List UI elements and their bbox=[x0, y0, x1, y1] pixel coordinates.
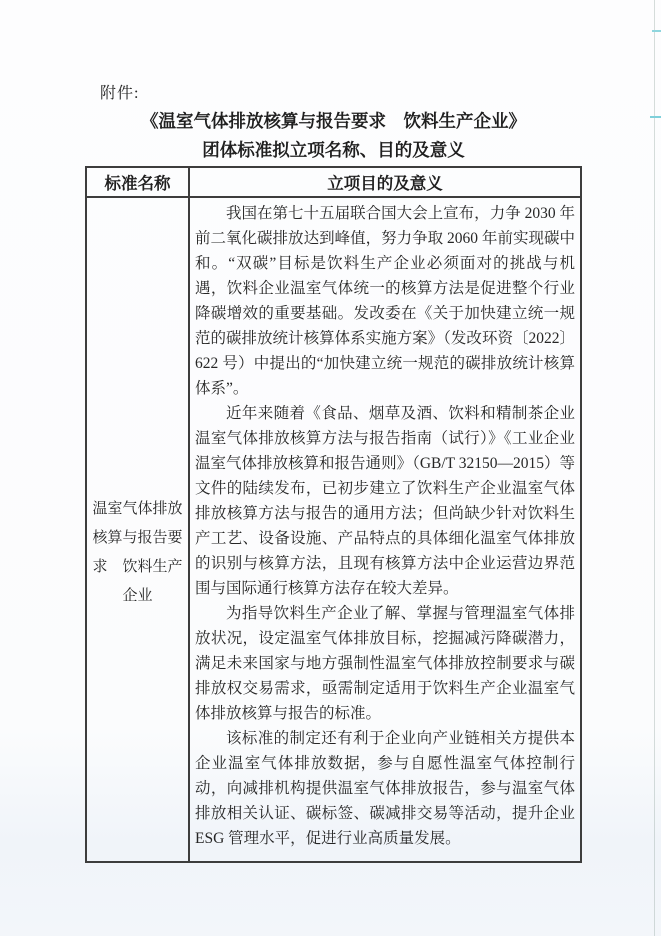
purpose-paragraph-4: 该标准的制定还有利于企业向产业链相关方提供本企业温室气体排放数据，参与自愿性温室气体控制行动，向减排机构提供温室气体排放报告，参与温室气体排放相关认证、碳标签、碳减排交易等活动，提升企业 ESG 管理水平，促进行业高质量发展。 bbox=[195, 730, 575, 847]
purpose-paragraph-1: 我国在第七十五届联合国大会上宣布，力争 2030 年前二氧化碳排放达到峰值，努力争取 2060 年前实现碳中和。“双碳”目标是饮料生产企业必须面对的挑战与机遇，饮料企业温室气体统一的核算方法是促进整个行业降碳增效的重要基础。发改委在《关于加快建立统一规范的碳排放统计核算体系实施方案》（发改环资〔2022〕622 号）中提出的“加快建立统一规范的碳排放统计核算体系”。 bbox=[195, 205, 575, 397]
scan-edge-line bbox=[654, 0, 655, 936]
col-header-standard-name: 标准名称 bbox=[86, 167, 189, 197]
scan-tick-mid bbox=[650, 116, 661, 118]
purpose-paragraph-2: 近年来随着《食品、烟草及酒、饮料和精制茶企业温室气体排放核算方法与报告指南（试行）》《工业企业温室气体排放核算和报告通则》（GB/T 32150—2015）等文件的陆续发布，已初步建立了饮料生产企业温室气体排放核算方法与报告的通用方法；但尚缺少针对饮料生产工艺、设备设施、产品特点的具体细化温室气体排放的识别与核算方法，且现有核算方法中企业运营边界范围与国际通行核算方法存在较大差异。 bbox=[195, 405, 575, 597]
col-header-purpose: 立项目的及意义 bbox=[189, 167, 581, 197]
purpose-cell bbox=[189, 197, 581, 862]
table-header-row bbox=[86, 167, 581, 197]
table-body-row bbox=[86, 197, 581, 862]
standard-name-cell bbox=[86, 197, 189, 862]
title-line-2: 团体标准拟立项名称、目的及意义 bbox=[202, 140, 465, 160]
document-title bbox=[85, 107, 582, 165]
standards-table bbox=[85, 166, 582, 863]
scan-tick-top bbox=[652, 30, 661, 32]
title-line-1: 《温室气体排放核算与报告要求 饮料生产企业》 bbox=[141, 111, 526, 131]
purpose-paragraph-3: 为指导饮料生产企业了解、掌握与管理温室气体排放状况，设定温室气体排放目标，挖掘减污降碳潜力，满足未来国家与地方强制性温室气体排放控制要求与碳排放权交易需求，亟需制定适用于饮料生产企业温室气体排放核算与报告的标准。 bbox=[195, 605, 575, 722]
attachment-label: 附件: bbox=[100, 85, 140, 102]
standard-name: 温室气体排放核算与报告要求 饮料生产企业 bbox=[92, 500, 183, 604]
